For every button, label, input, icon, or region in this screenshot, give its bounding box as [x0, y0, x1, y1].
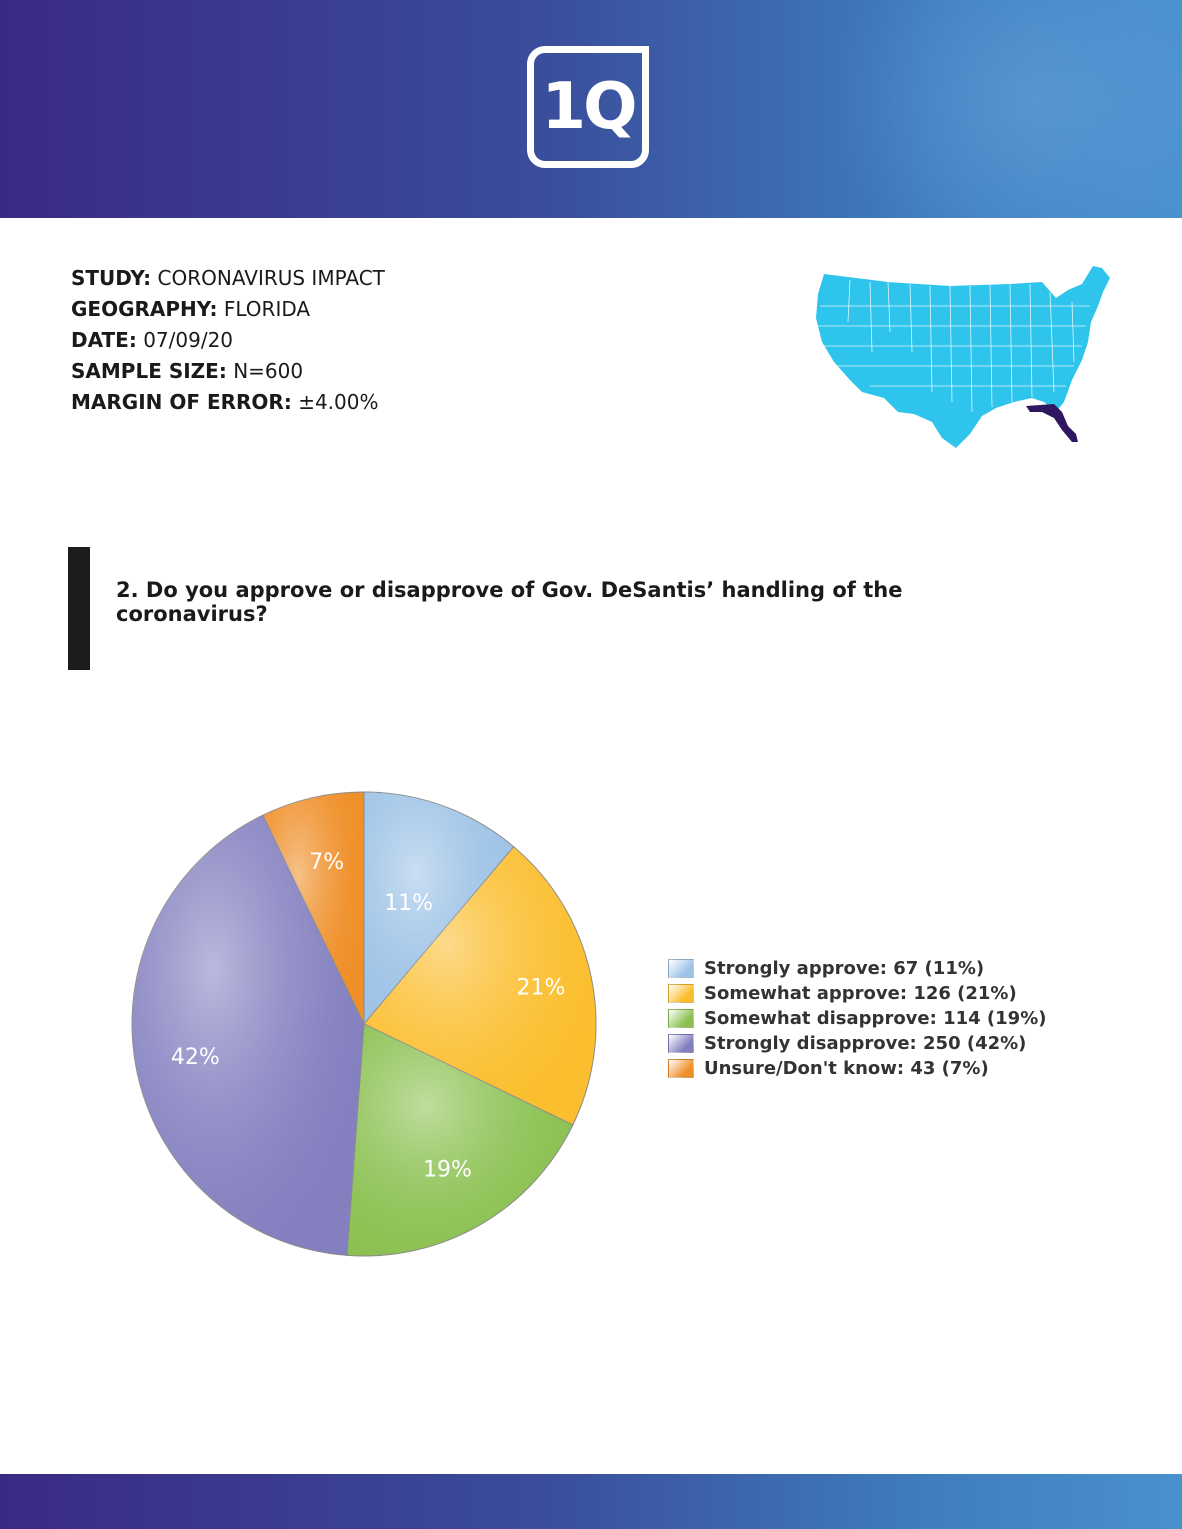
logo-text: 1Q: [541, 70, 635, 144]
legend-swatch: [668, 1009, 694, 1028]
pie-chart: [0, 760, 640, 1280]
pie-slice-label-4: 7%: [309, 850, 345, 876]
footer-band: [0, 1474, 1182, 1529]
florida-highlight: [1026, 404, 1078, 442]
legend-item-unsure: Unsure/Don't know: 43 (7%): [668, 1056, 1046, 1081]
us-map-icon: [810, 262, 1115, 454]
legend-item-somewhat-disapprove: Somewhat disapprove: 114 (19%): [668, 1006, 1046, 1031]
legend-swatch: [668, 984, 694, 1003]
meta-sample-size: SAMPLE SIZE: N=600: [71, 359, 304, 383]
study-meta: [71, 263, 385, 418]
legend-item-somewhat-approve: Somewhat approve: 126 (21%): [668, 981, 1046, 1006]
pie-slice-label-2: 19%: [423, 1157, 472, 1183]
meta-study: STUDY: CORONAVIRUS IMPACT: [71, 266, 385, 290]
legend-swatch: [668, 959, 694, 978]
legend-item-strongly-disapprove: Strongly disapprove: 250 (42%): [668, 1031, 1046, 1056]
chart-legend: [668, 956, 1046, 1081]
brand-logo: [527, 46, 649, 168]
us-states-shape: [816, 266, 1110, 448]
question-accent-bar: [68, 547, 90, 670]
legend-swatch: [668, 1034, 694, 1053]
legend-swatch: [668, 1059, 694, 1078]
header-band: [0, 0, 1182, 218]
pie-slice-label-1: 21%: [516, 975, 566, 1001]
meta-date: DATE: 07/09/20: [71, 328, 234, 352]
legend-item-strongly-approve: Strongly approve: 67 (11%): [668, 956, 1046, 981]
meta-margin-of-error: MARGIN OF ERROR: ±4.00%: [71, 390, 379, 414]
pie-slice-label-3: 42%: [170, 1045, 220, 1071]
header-glow: [822, 0, 1182, 218]
meta-geography: GEOGRAPHY: FLORIDA: [71, 297, 311, 321]
pie-slice-label-0: 11%: [384, 890, 434, 916]
question-text: 2. Do you approve or disapprove of Gov. DeSantis’ handling of the coronavirus?: [116, 578, 903, 626]
